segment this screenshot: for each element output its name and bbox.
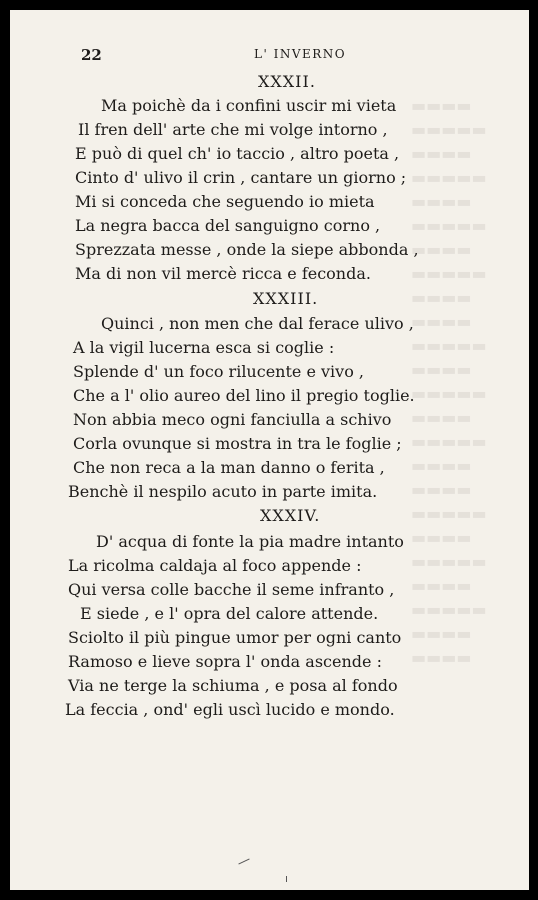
stanza-number: XXXIV.	[260, 506, 321, 525]
verse-line: Il fren dell' arte che mi volge intorno ,	[78, 120, 388, 139]
verse-line: A la vigil lucerna esca si coglie :	[73, 338, 335, 357]
verse-line: Ma di non vil mercè ricca e feconda.	[75, 264, 371, 283]
verse-line: D' acqua di fonte la pia madre intanto	[96, 532, 404, 551]
verse-line: Sciolto il più pingue umor per ogni canto	[68, 628, 402, 647]
page-number: 22	[81, 46, 102, 64]
show-through-texture: ▬▬▬▬ ▬▬▬▬▬ ▬▬▬▬ ▬▬▬▬▬ ▬▬▬▬ ▬▬▬▬▬ ▬▬▬▬ ▬▬▬▬▬ ▬▬▬▬ ▬▬▬▬ ▬▬▬▬▬ ▬▬▬▬ ▬▬▬▬▬ ▬▬▬▬ ▬▬▬▬▬ ▬▬▬▬ ▬▬▬▬ ▬▬▬▬▬ ▬▬▬▬ ▬▬▬▬▬ ▬▬▬▬ ▬▬▬▬▬ ▬▬▬▬ ▬▬▬▬	[411, 96, 487, 667]
page-header	[10, 46, 529, 64]
running-title: L' INVERNO	[254, 47, 347, 61]
verse-line: La negra bacca del sanguigno corno ,	[75, 216, 381, 235]
verse-line: Ma poichè da i confini uscir mi vieta	[101, 96, 397, 115]
book-page	[10, 10, 529, 890]
verse-line: E può di quel ch' io taccio , altro poeta ,	[75, 144, 400, 163]
verse-line: Via ne terge la schiuma , e posa al fondo	[68, 676, 398, 695]
verse-line: Mi si conceda che seguendo io mieta	[75, 192, 375, 211]
verse-line: E siede , e l' opra del calore attende.	[80, 604, 379, 623]
verse-line: La feccia , ond' egli uscì lucido e mondo.	[65, 700, 395, 719]
verse-line: Non abbia meco ogni fanciulla a schivo	[73, 410, 392, 429]
stanza-number: XXXIII.	[253, 289, 319, 308]
verse-line: Ramoso e lieve sopra l' onda ascende :	[68, 652, 382, 671]
verse-line: Benchè il nespilo acuto in parte imita.	[68, 482, 378, 501]
verse-line: Che non reca a la man danno o ferita ,	[73, 458, 385, 477]
verse-line: Cinto d' ulivo il crin , cantare un giorno ;	[75, 168, 407, 187]
verse-line: Qui versa colle bacche il seme infranto ,	[68, 580, 395, 599]
verse-line: Che a l' olio aureo del lino il pregio toglie.	[73, 386, 415, 405]
verse-line: La ricolma caldaja al foco appende :	[68, 556, 362, 575]
ink-speck	[238, 859, 249, 865]
verse-line: Sprezzata messe , onde la siepe abbonda ,	[75, 240, 419, 259]
verse-line: Corla ovunque si mostra in tra le foglie ;	[73, 434, 402, 453]
verse-line: Quinci , non men che dal ferace ulivo ,	[101, 314, 414, 333]
stanza-number: XXXII.	[258, 72, 316, 91]
verse-line: Splende d' un foco rilucente e vivo ,	[73, 362, 365, 381]
ink-speck	[286, 876, 287, 882]
